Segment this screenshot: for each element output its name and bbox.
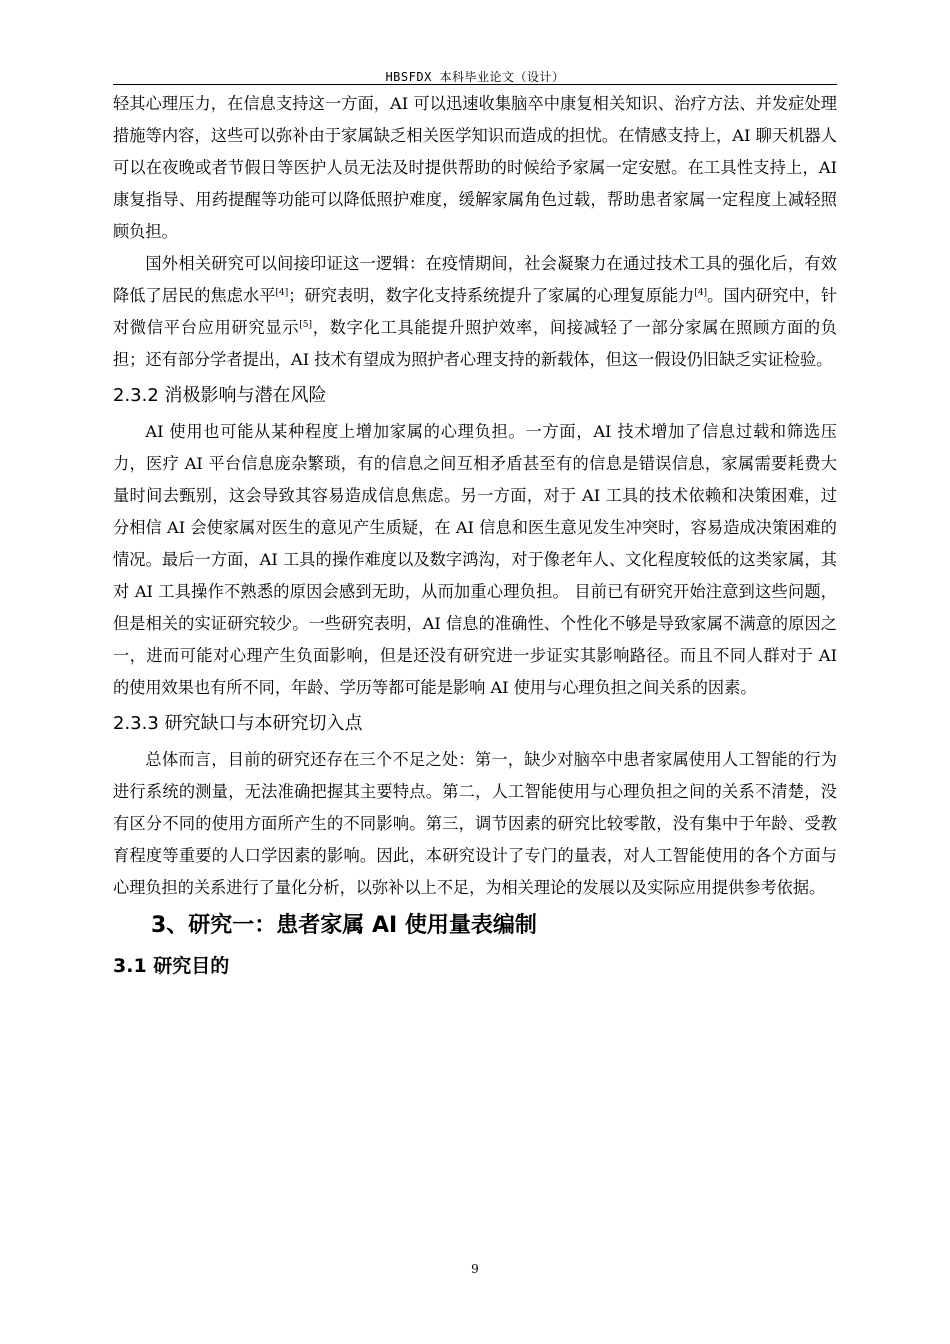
paragraph-text: 。国内研究中，针对微信平台应用研究显示 [113,286,838,337]
paragraph-text: ，数字化工具能提升照护效率，间接减轻了一部分家属在照顾方面的负担；还有部分学者提出，AI 技术有望成为照护者心理支持的新载体，但这一假设仍旧缺乏实证检验。 [113,318,837,369]
section-heading-3-1: 3.1 研究目的 [113,955,230,977]
paragraph-research-gap: 总体而言，目前的研究还存在三个不足之处：第一，缺少对脑卒中患者家属使用人工智能的行为进行系统的测量，无法准确把握其主要特点。第二，人工智能使用与心理负担之间的关系不清楚，没有区分不同的使用方面所产生的不同影响。第三，调节因素的研究比较零散，没有集中于年龄、受教育程度等重要的人口学因素的影响。因此，本研究设计了专门的量表，对人工智能使用的各个方面与心理负担的关系进行了量化分析，以弥补以上不足，为相关理论的发展以及实际应用提供参考依据。 [113,750,837,897]
page-body [113,88,837,984]
paragraph-negative-impact: AI 使用也可能从某种程度上增加家属的心理负担。一方面，AI 技术增加了信息过载和筛选压力，医疗 AI 平台信息庞杂繁琐，有的信息之间互相矛盾甚至有的信息是错误信息，家属需要耗费大量时间去甄别，这会导致其容易造成信息焦虑。另一方面，对于 AI 工具的技术依赖和决策困难，过分相信 AI 会使家属对医生的意见产生质疑，在 AI 信息和医生意见发生冲突时，容易造成决策困难的情况。最后一方面，AI 工具的操作难度以及数字鸿沟，对于像老年人、文化程度较低的这类家属，其对 AI 工具操作不熟悉的原因会感到无助，从而加重心理负担。 目前已有研究开始注意到这些问题，但是相关的实证研究较少。一些研究表明，AI 信息的准确性、个性化不够是导致家属不满意的原因之一，进而可能对心理产生负面影响，但是还没有研究进一步证实其影响路径。而且不同人群对于 AI 的使用效果也有所不同，年龄、学历等都可能是影响 AI 使用与心理负担之间关系的因素。 [113,422,837,697]
section-heading-2-3-3: 2.3.3 研究缺口与本研究切入点 [113,713,363,734]
chapter-heading-3: 3、研究一：患者家属 AI 使用量表编制 [151,913,537,938]
paragraph-text: 国外相关研究可以间接印证这一逻辑：在疫情期间，社会凝聚力在通过技术工具的强化后，有效降低了居民的焦虑水平 [113,254,837,305]
citation: [5] [299,320,313,330]
header-rule [113,84,837,85]
paragraph-text: ；研究表明，数字化支持系统提升了家属的心理复原能力 [288,286,695,305]
paragraph-support-types: 轻其心理压力，在信息支持这一方面，AI 可以迅速收集脑卒中康复相关知识、治疗方法、并发症处理措施等内容，这些可以弥补由于家属缺乏相关医学知识而造成的担忧。在情感支持上，AI 聊天机器人可以在夜晚或者节假日等医护人员无法及时提供帮助的时候给予家属一定安慰。在工具性支持上，AI 康复指导、用药提醒等功能可以降低照护难度，缓解家属角色过载，帮助患者家属一定程度上减轻照顾负担。 [113,94,837,241]
page-number: 9 [471,1262,479,1276]
section-heading-2-3-2: 2.3.2 消极影响与潜在风险 [113,385,327,406]
citation: [4] [694,288,708,298]
paragraph-related-research [113,248,837,376]
running-header: HBSFDX 本科毕业论文（设计） [385,70,565,84]
citation: [4] [275,288,289,298]
